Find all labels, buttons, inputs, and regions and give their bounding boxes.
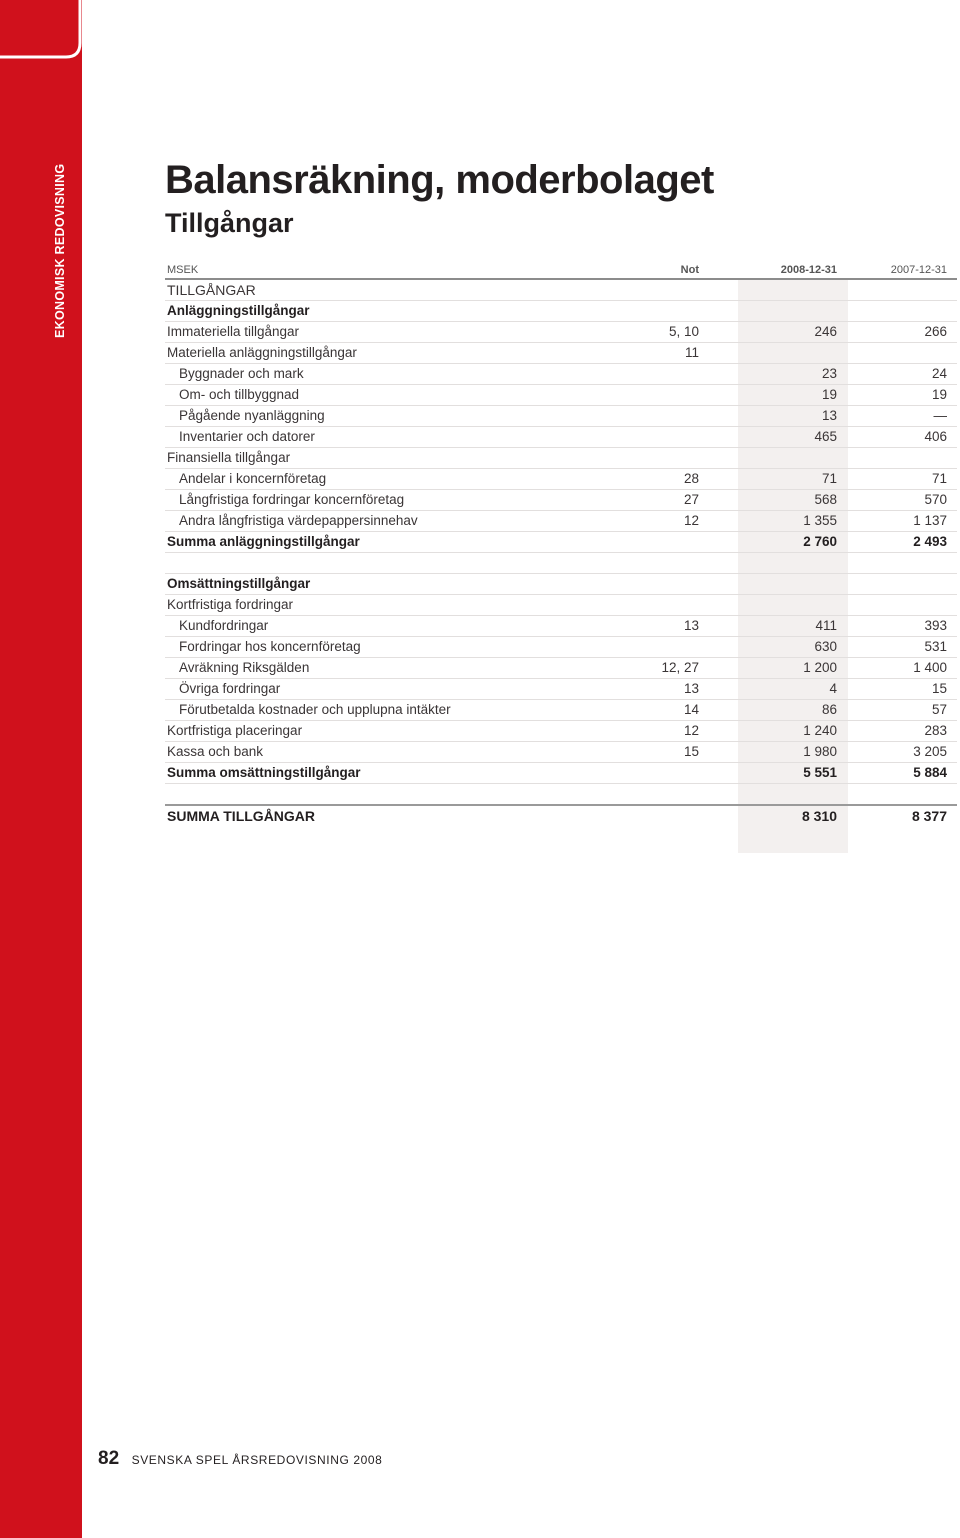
row-label: Byggnader och mark — [179, 366, 304, 381]
row-note: 14 — [683, 702, 699, 717]
row-value-2007: 283 — [924, 723, 947, 738]
row-value-2008: 86 — [821, 702, 837, 717]
row-label: Långfristiga fordringar koncernföretag — [179, 492, 405, 507]
row-value-2008: 246 — [814, 324, 837, 339]
row-value-2008: 2 760 — [803, 534, 837, 549]
row-value-2007: 71 — [931, 471, 947, 486]
row-label: Om- och tillbyggnad — [179, 387, 300, 402]
row-note: 27 — [683, 492, 699, 507]
row-note: 15 — [683, 744, 699, 759]
row-value-2008: 19 — [821, 387, 837, 402]
row-label: Förutbetalda kostnader och upplupna intäkter — [179, 702, 451, 717]
table-spacer — [165, 784, 957, 806]
row-value-2008: 23 — [821, 366, 837, 381]
row-value-2008: 5 551 — [803, 765, 837, 780]
row-label: Summa anläggningstillgångar — [167, 534, 360, 549]
row-label: Pågående nyanläggning — [179, 408, 325, 423]
row-label: Immateriella tillgångar — [167, 324, 300, 339]
table-row-subtotal — [165, 532, 957, 553]
row-value-2007: 266 — [924, 324, 947, 339]
row-value-2007: 24 — [931, 366, 947, 381]
row-value-2007: 2 493 — [913, 534, 947, 549]
table-row-subtotal — [165, 763, 957, 784]
table-row — [165, 343, 957, 364]
row-note: 12, 27 — [661, 660, 699, 675]
row-value-2007: 406 — [924, 429, 947, 444]
row-value-2008: 1 200 — [803, 660, 837, 675]
row-note: 5, 10 — [668, 324, 699, 339]
header-label: MSEK — [167, 264, 199, 276]
row-note: 11 — [684, 345, 699, 360]
table-row — [165, 595, 957, 616]
row-value-2007: 1 400 — [913, 660, 947, 675]
table-row — [165, 406, 957, 427]
row-label: Andra långfristiga värdepappersinnehav — [179, 513, 418, 528]
row-value-2007: 1 137 — [913, 513, 947, 528]
row-value-2007: 531 — [924, 639, 947, 654]
row-label: Summa omsättningstillgångar — [167, 765, 361, 780]
row-value-2008: 1 980 — [803, 744, 837, 759]
row-label: TILLGÅNGAR — [167, 282, 256, 298]
row-label: Kortfristiga fordringar — [167, 597, 294, 612]
page-number: 82 — [98, 1448, 120, 1469]
page-footer — [98, 1448, 382, 1470]
row-value-2008: 13 — [821, 408, 837, 423]
row-label: Övriga fordringar — [179, 681, 281, 696]
sidebar-corner-curve — [0, 0, 82, 60]
row-value-2008: 8 310 — [801, 808, 837, 824]
table-row — [165, 364, 957, 385]
row-value-2007: 57 — [931, 702, 947, 717]
row-value-2007: 15 — [931, 681, 947, 696]
table-row — [165, 637, 957, 658]
row-label: Inventarier och datorer — [179, 429, 315, 444]
row-value-2007: — — [933, 408, 947, 423]
table-row — [165, 574, 957, 595]
row-label: Anläggningstillgångar — [167, 303, 310, 318]
table-row — [165, 658, 957, 679]
section-label: EKONOMISK REDOVISNING — [53, 163, 67, 338]
row-label: Omsättningstillgångar — [167, 576, 311, 591]
page-title: Balansräkning, moderbolaget — [165, 158, 714, 202]
row-value-2008: 568 — [814, 492, 837, 507]
row-value-2008: 71 — [821, 471, 837, 486]
row-value-2008: 465 — [814, 429, 837, 444]
table-spacer — [165, 553, 957, 574]
row-label: Kundfordringar — [179, 618, 269, 633]
row-value-2008: 1 240 — [803, 723, 837, 738]
table-row — [165, 616, 957, 637]
row-label: SUMMA TILLGÅNGAR — [167, 808, 316, 824]
page-subtitle: Tillgångar — [165, 208, 294, 238]
balance-sheet-table — [165, 261, 957, 826]
table-row — [165, 301, 957, 322]
row-label: Materiella anläggningstillgångar — [167, 345, 357, 360]
row-note: 13 — [683, 681, 699, 696]
row-label: Fordringar hos koncernföretag — [179, 639, 361, 654]
header-col-2008: 2008-12-31 — [780, 264, 837, 276]
row-value-2008: 630 — [814, 639, 837, 654]
table-row — [165, 700, 957, 721]
table-row — [165, 742, 957, 763]
footer-text: SVENSKA SPEL ÅRSREDOVISNING 2008 — [131, 1453, 383, 1467]
header-note: Not — [680, 264, 699, 276]
table-header-row — [165, 261, 957, 280]
row-label: Andelar i koncernföretag — [179, 471, 327, 486]
table-row — [165, 490, 957, 511]
table-row-total — [165, 806, 957, 826]
table-row — [165, 427, 957, 448]
row-note: 12 — [683, 513, 699, 528]
table-row — [165, 469, 957, 490]
row-note: 13 — [683, 618, 699, 633]
row-value-2008: 1 355 — [803, 513, 837, 528]
row-value-2007: 570 — [924, 492, 947, 507]
row-label: Kortfristiga placeringar — [167, 723, 303, 738]
row-value-2008: 4 — [829, 681, 837, 696]
row-value-2008: 411 — [815, 618, 837, 633]
row-value-2007: 19 — [931, 387, 947, 402]
row-label: Kassa och bank — [167, 744, 264, 759]
table-row — [165, 448, 957, 469]
table-row — [165, 280, 957, 301]
table-row — [165, 385, 957, 406]
row-value-2007: 5 884 — [913, 765, 947, 780]
row-value-2007: 3 205 — [913, 744, 947, 759]
table-row — [165, 322, 957, 343]
table-row — [165, 511, 957, 532]
row-value-2007: 393 — [924, 618, 947, 633]
table-row — [165, 679, 957, 700]
header-col-2007: 2007-12-31 — [890, 264, 947, 276]
row-value-2007: 8 377 — [911, 808, 947, 824]
row-label: Finansiella tillgångar — [167, 450, 291, 465]
sidebar-band — [0, 0, 82, 1538]
table-row — [165, 721, 957, 742]
row-label: Avräkning Riksgälden — [179, 660, 310, 675]
row-note: 28 — [683, 471, 699, 486]
row-note: 12 — [683, 723, 699, 738]
